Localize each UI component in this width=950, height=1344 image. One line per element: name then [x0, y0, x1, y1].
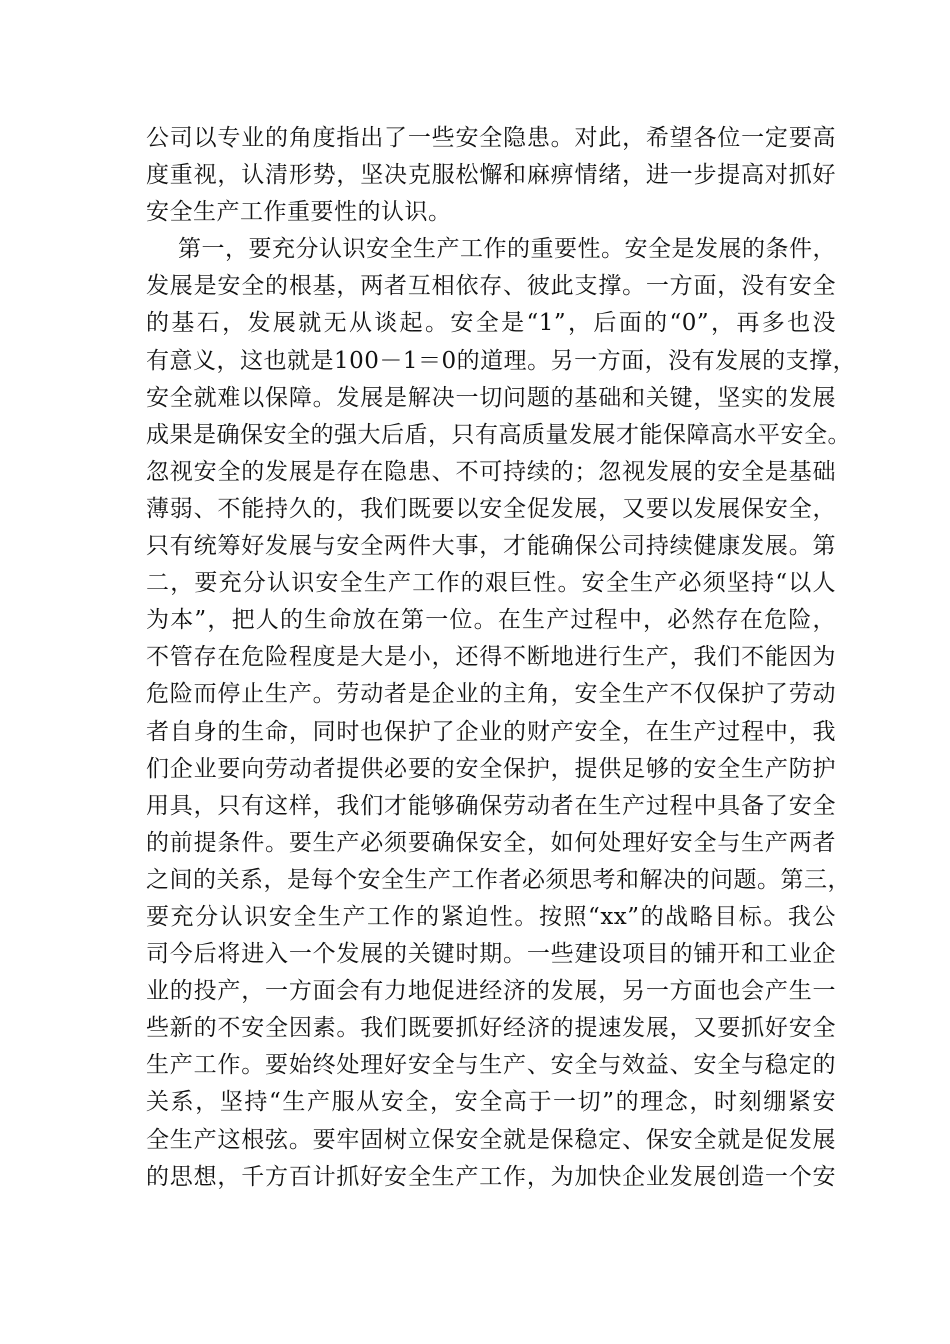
text-line: 有意义，这也就是100－1＝0的道理。另一方面，没有发展的支撑，	[146, 347, 857, 374]
text-line: 全生产这根弦。要牢固树立保安全就是保稳定、保安全就是促发展	[146, 1126, 836, 1153]
text-line: 用具，只有这样，我们才能够确保劳动者在生产过程中具备了安全	[146, 792, 836, 819]
text-line: 业的投产，一方面会有力地促进经济的发展，另一方面也会产生一	[146, 978, 836, 1005]
text-line: 之间的关系，是每个安全生产工作者必须思考和解决的问题。第三，	[146, 866, 851, 893]
body-text	[146, 120, 857, 1196]
text-line: 薄弱、不能持久的，我们既要以安全促发展，又要以发展保安全，	[146, 495, 836, 522]
text-line: 关系，坚持“生产服从安全，安全高于一切”的理念，时刻绷紧安	[146, 1089, 836, 1116]
text-line: 要充分认识安全生产工作的紧迫性。按照“xx”的战略目标。我公	[146, 903, 836, 930]
text-line: 第一，要充分认识安全生产工作的重要性。安全是发展的条件，	[178, 236, 836, 263]
text-line: 忽视安全的发展是存在隐患、不可持续的；忽视发展的安全是基础	[146, 458, 836, 485]
text-line: 危险而停止生产。劳动者是企业的主角，安全生产不仅保护了劳动	[146, 681, 836, 708]
text-line: 司今后将进入一个发展的关键时期。一些建设项目的铺开和工业企	[146, 941, 836, 968]
text-line: 发展是安全的根基，两者互相依存、彼此支撑。一方面，没有安全	[146, 273, 836, 300]
text-line: 只有统筹好发展与安全两件大事，才能确保公司持续健康发展。第	[146, 533, 836, 560]
text-line: 生产工作。要始终处理好安全与生产、安全与效益、安全与稳定的	[146, 1052, 836, 1079]
text-line: 的基石，发展就无从谈起。安全是“1”，后面的“0”，再多也没	[146, 310, 836, 337]
text-line: 们企业要向劳动者提供必要的安全保护，提供足够的安全生产防护	[146, 755, 836, 782]
text-line: 二，要充分认识安全生产工作的艰巨性。安全生产必须坚持“以人	[146, 570, 836, 597]
text-line: 度重视，认清形势，坚决克服松懈和麻痹情绪，进一步提高对抓好	[146, 162, 836, 189]
text-line: 的前提条件。要生产必须要确保安全，如何处理好安全与生产两者	[146, 829, 836, 856]
text-line: 成果是确保安全的强大后盾，只有高质量发展才能保障高水平安全。	[146, 421, 851, 448]
text-line: 公司以专业的角度指出了一些安全隐患。对此，希望各位一定要高	[146, 125, 836, 151]
text-line: 安全就难以保障。发展是解决一切问题的基础和关键，坚实的发展	[146, 384, 836, 411]
text-line: 的思想，千方百计抓好安全生产工作，为加快企业发展创造一个安	[146, 1163, 836, 1190]
text-line: 者自身的生命，同时也保护了企业的财产安全，在生产过程中，我	[146, 718, 836, 745]
text-line: 不管存在危险程度是大是小，还得不断地进行生产，我们不能因为	[146, 644, 836, 671]
text-line: 安全生产工作重要性的认识。	[146, 199, 452, 226]
text-line: 为本”，把人的生命放在第一位。在生产过程中，必然存在危险，	[146, 607, 836, 634]
text-line: 些新的不安全因素。我们既要抓好经济的提速发展，又要抓好安全	[146, 1015, 836, 1042]
